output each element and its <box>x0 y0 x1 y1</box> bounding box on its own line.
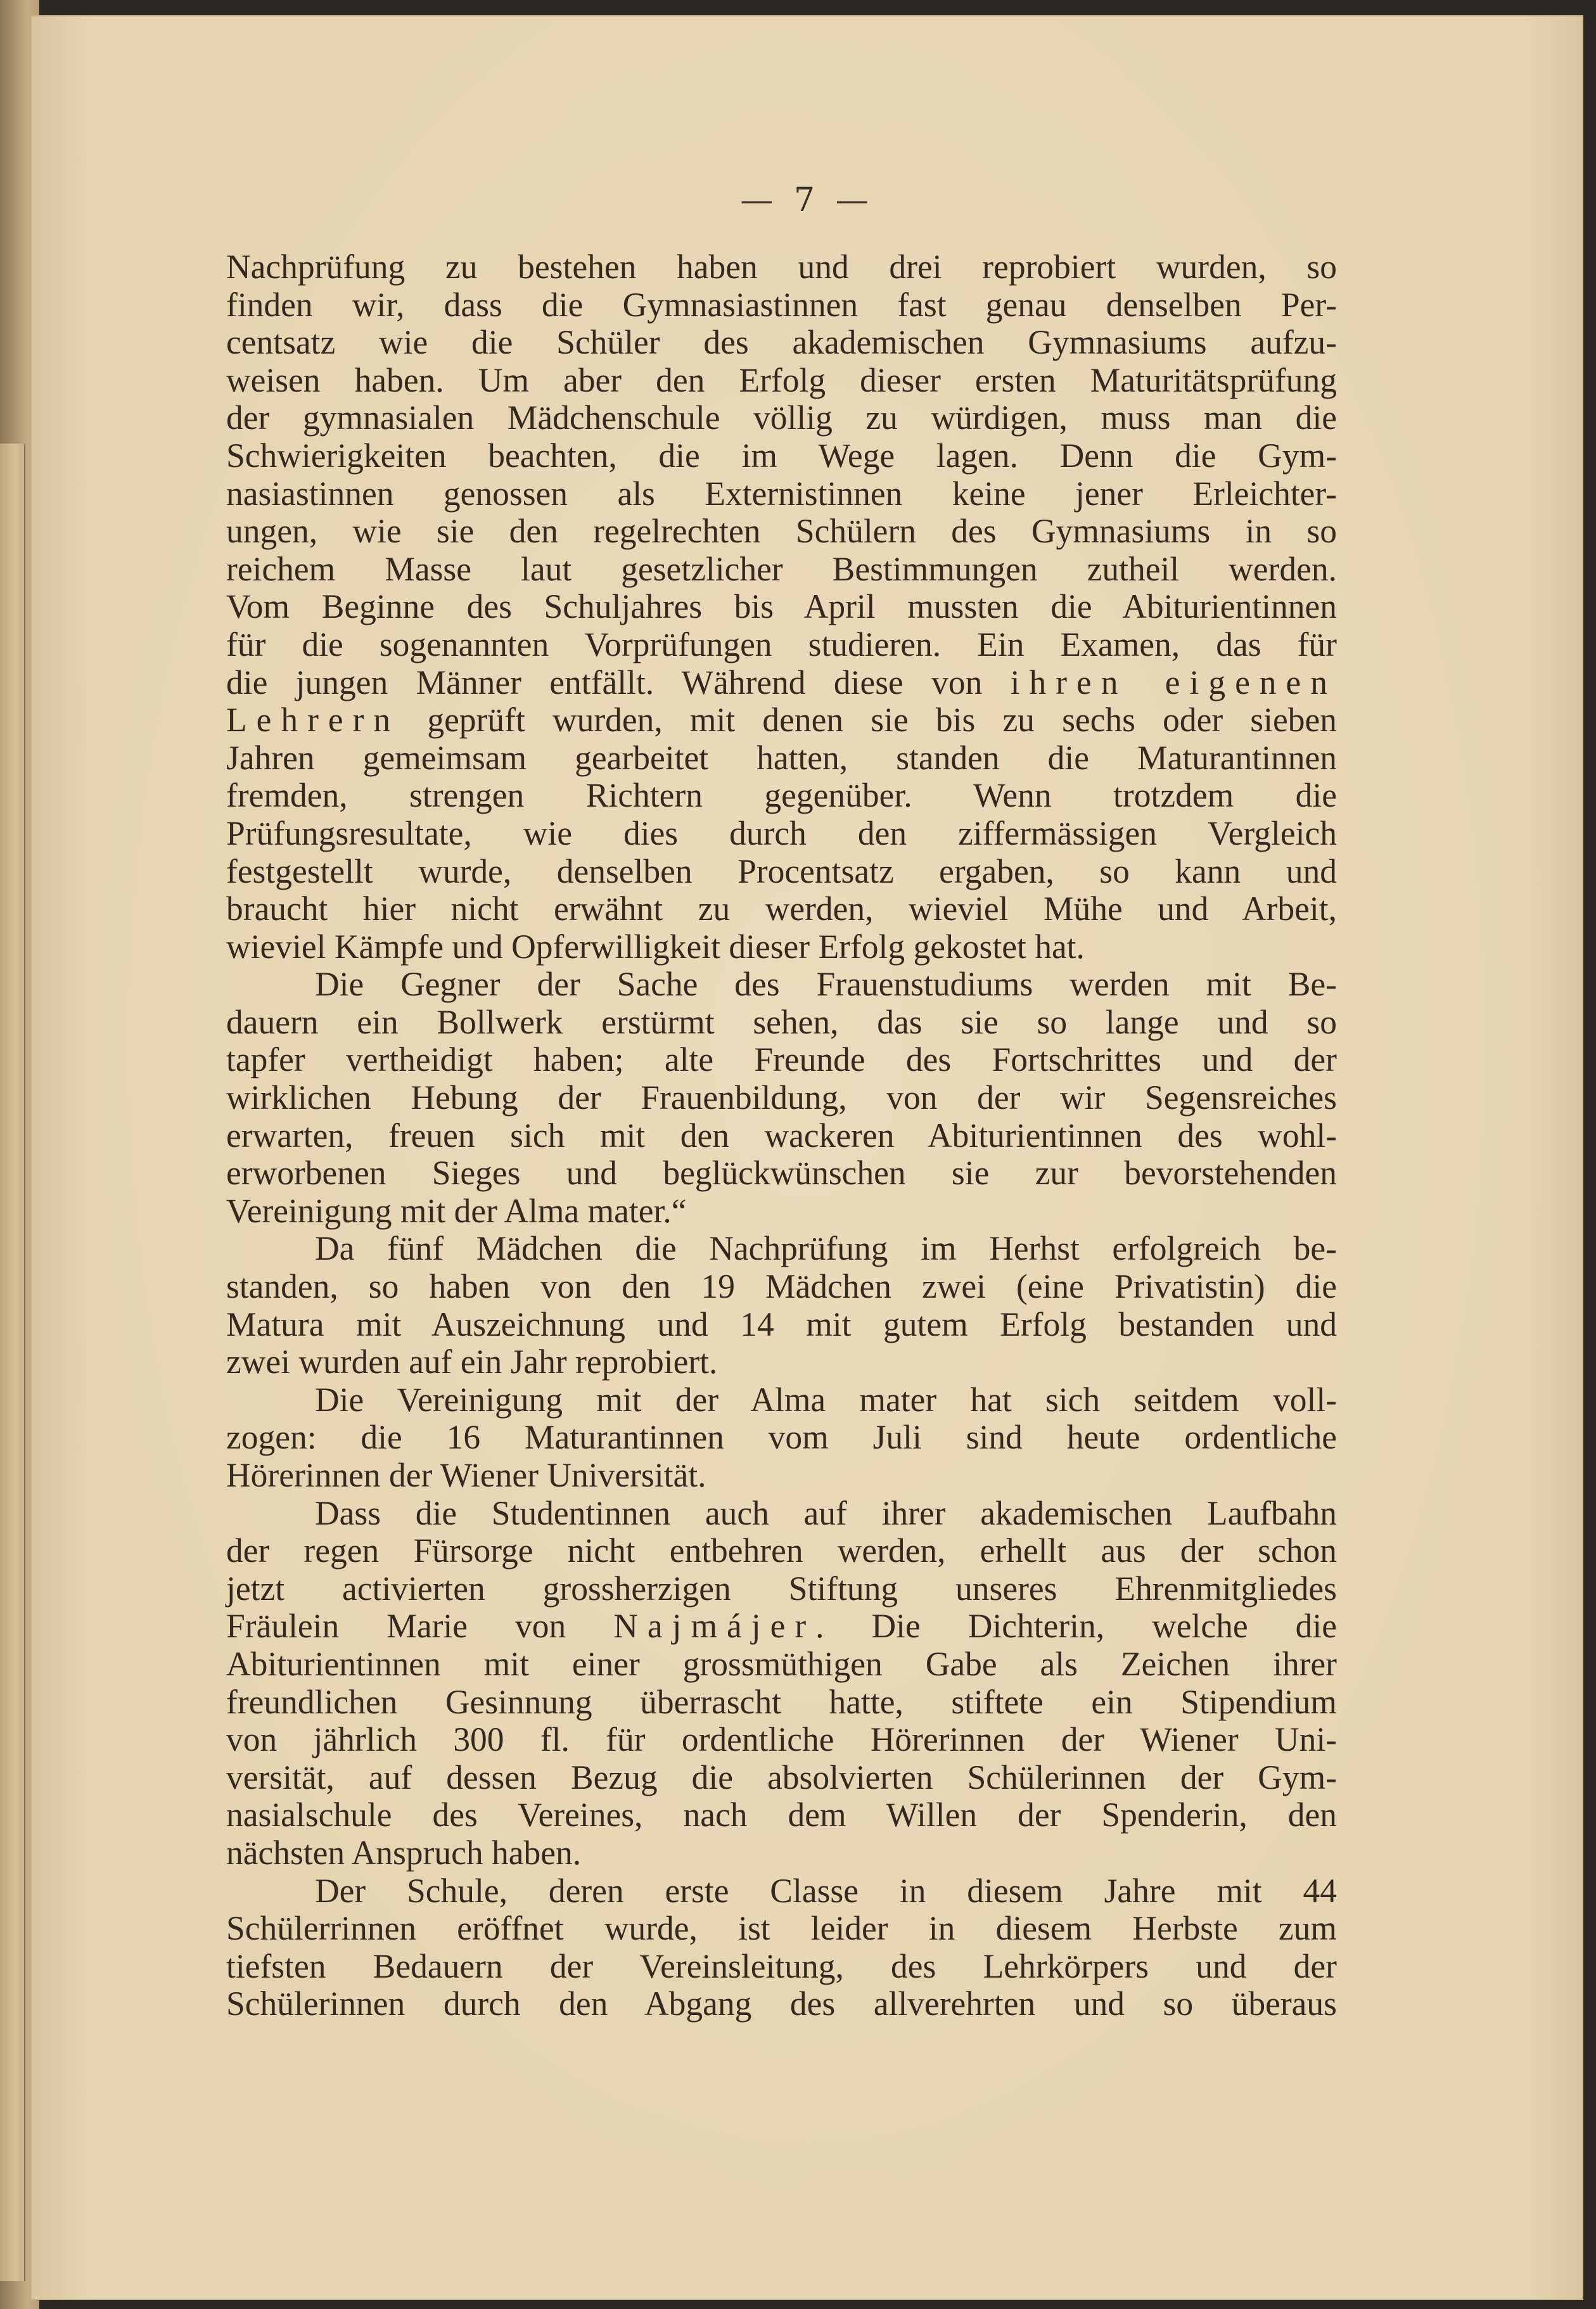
text-line <box>226 362 1337 400</box>
text-segment: Schwierigkeiten beachten, die im Wege lagen. Denn die Gym- <box>226 436 1337 475</box>
text-line <box>226 1230 1337 1268</box>
text-line <box>226 1268 1337 1306</box>
text-segment: erworbenen Sieges und beglückwünschen sie zur bevorstehenden <box>226 1154 1337 1193</box>
text-segment: Nachprüfung zu bestehen haben und drei reprobiert wurden, so <box>226 248 1337 286</box>
text-segment: versität, auf dessen Bezug die absolvierten Schülerinnen der Gym- <box>226 1758 1337 1796</box>
text-segment: fremden, strengen Richtern gegenüber. Wenn trotzdem die <box>226 776 1337 815</box>
text-segment: Da fünf Mädchen die Nachprüfung im Herhst erfolgreich be- <box>315 1229 1337 1268</box>
text-line <box>226 1419 1337 1457</box>
text-line <box>226 1457 1337 1495</box>
text-segment: Vom Beginne des Schuljahres bis April mussten die Abiturientinnen <box>226 587 1337 626</box>
text-segment: zwei wurden auf ein Jahr reprobiert. <box>226 1343 718 1381</box>
text-segment: ungen, wie sie den regelrechten Schülern des Gymnasiums in so <box>226 512 1337 551</box>
text-line <box>226 1608 1337 1646</box>
text-line <box>226 1004 1337 1042</box>
text-line <box>226 475 1337 513</box>
text-line <box>226 1646 1337 1684</box>
spaced-emphasis: ihren eigenen <box>1010 663 1337 701</box>
text-segment: Dass die Studentinnen auch auf ihrer akademischen Laufbahn <box>315 1493 1337 1532</box>
text-line <box>226 286 1337 324</box>
text-line <box>226 1872 1337 1910</box>
text-segment: Die Gegner der Sache des Frauenstudiums werden mit Be- <box>315 965 1337 1004</box>
text-line <box>226 1684 1337 1722</box>
text-line <box>226 815 1337 853</box>
text-segment: der regen Fürsorge nicht entbehren werden, erhellt aus der schon <box>226 1532 1337 1570</box>
text-line <box>226 664 1337 702</box>
text-line <box>226 777 1337 815</box>
text-line <box>226 588 1337 626</box>
text-segment: . Die Dichterin, welche die <box>815 1607 1337 1646</box>
text-line <box>226 1117 1337 1155</box>
text-segment: erwarten, freuen sich mit den wackeren Abiturientinnen des wohl- <box>226 1116 1337 1154</box>
text-line <box>226 324 1337 362</box>
text-segment: wieviel Kämpfe und Opferwilligkeit dieser Erfolg gekostet hat. <box>226 927 1085 966</box>
text-segment: Hörerinnen der Wiener Universität. <box>226 1456 706 1494</box>
text-segment: für die sogenannten Vorprüfungen studieren. Ein Examen, das für <box>226 625 1337 663</box>
text-segment: Schülerrinnen eröffnet wurde, ist leider in diesem Herbste zum <box>226 1909 1337 1948</box>
text-line <box>226 701 1337 739</box>
text-segment: Vereinigung mit der Alma mater.“ <box>226 1191 687 1230</box>
text-line <box>226 1759 1337 1797</box>
text-segment: nasiastinnen genossen als Externistinnen keine jener Erleichter- <box>226 474 1337 513</box>
text-segment: Die Vereinigung mit der Alma mater hat sich seitdem voll- <box>315 1380 1337 1419</box>
text-line <box>226 1721 1337 1759</box>
text-line <box>226 890 1337 928</box>
text-segment: zogen: die 16 Maturantinnen vom Juli sind heute ordentliche <box>226 1418 1337 1457</box>
text-segment: Fräulein Marie von <box>226 1607 614 1646</box>
text-segment: dauern ein Bollwerk erstürmt sehen, das sie so lange und so <box>226 1002 1337 1041</box>
text-segment: centsatz wie die Schüler des akademischen Gymnasiums aufzu- <box>226 323 1337 362</box>
text-segment: Der Schule, deren erste Classe in diesem Jahre mit 44 <box>315 1871 1337 1910</box>
text-line <box>226 1343 1337 1381</box>
text-segment: Matura mit Auszeichnung und 14 mit gutem Erfolg bestanden und <box>226 1305 1337 1343</box>
spaced-emphasis: Lehrern <box>226 701 400 739</box>
text-line <box>226 1796 1337 1834</box>
text-line <box>226 1570 1337 1608</box>
text-segment: Jahren gemeimsam gearbeitet hatten, standen die Maturantinnen <box>226 738 1337 777</box>
text-segment: tapfer vertheidigt haben; alte Freunde des Fortschrittes und der <box>226 1040 1337 1079</box>
text-segment: freundlichen Gesinnung überrascht hatte, stiftete ein Stipendium <box>226 1682 1337 1721</box>
text-line <box>226 437 1337 475</box>
text-segment: tiefsten Bedauern der Vereinsleitung, des Lehrkörpers und der <box>226 1947 1337 1985</box>
text-segment: Abiturientinnen mit einer grossmüthigen Gabe als Zeichen ihrer <box>226 1644 1337 1683</box>
text-line <box>226 551 1337 589</box>
spaced-emphasis: Najmájer <box>613 1607 816 1646</box>
text-segment: der gymnasialen Mädchenschule völlig zu würdigen, muss man die <box>226 399 1337 437</box>
text-line <box>226 1834 1337 1872</box>
text-segment: jetzt activierten grossherzigen Stiftung unseres Ehrenmitgliedes <box>226 1569 1337 1608</box>
text-segment: finden wir, dass die Gymnasiastinnen fast genau denselben Per- <box>226 285 1337 324</box>
text-line <box>226 1495 1337 1533</box>
text-segment: weisen haben. Um aber den Erfolg dieser ersten Maturitätsprüfung <box>226 361 1337 399</box>
text-line <box>226 626 1337 664</box>
text-line <box>226 248 1337 286</box>
text-segment: wirklichen Hebung der Frauenbildung, von der wir Segensreiches <box>226 1078 1337 1117</box>
text-line <box>226 1532 1337 1570</box>
text-segment: nasialschule des Vereines, nach dem Willen der Spenderin, den <box>226 1796 1337 1834</box>
text-segment: die jungen Männer entfällt. Während diese von <box>226 663 1011 701</box>
text-line <box>226 1306 1337 1344</box>
text-line <box>226 853 1337 891</box>
text-segment: reichem Masse laut gesetzlicher Bestimmungen zutheil werden. <box>226 549 1337 588</box>
text-line <box>226 739 1337 777</box>
text-line <box>226 928 1337 966</box>
binding-fold <box>0 444 25 2281</box>
text-segment: geprüft wurden, mit denen sie bis zu sechs oder sieben <box>400 701 1337 739</box>
text-line <box>226 1381 1337 1419</box>
text-line <box>226 513 1337 551</box>
text-line <box>226 966 1337 1004</box>
text-segment: standen, so haben von den 19 Mädchen zwei (eine Privatistin) die <box>226 1267 1337 1306</box>
page-number: — 7 — <box>740 181 874 219</box>
text-line <box>226 399 1337 437</box>
text-line <box>226 1985 1337 2023</box>
body-text <box>226 248 1337 2023</box>
text-line <box>226 1154 1337 1193</box>
text-segment: von jährlich 300 fl. für ordentliche Hörerinnen der Wiener Uni- <box>226 1720 1337 1759</box>
text-segment: braucht hier nicht erwähnt zu werden, wieviel Mühe und Arbeit, <box>226 890 1337 928</box>
text-segment: festgestellt wurde, denselben Procentsatz ergaben, so kann und <box>226 852 1337 890</box>
text-line <box>226 1948 1337 1986</box>
text-line <box>226 1193 1337 1231</box>
text-segment: Prüfungsresultate, wie dies durch den ziffermässigen Vergleich <box>226 814 1337 852</box>
text-segment: nächsten Anspruch haben. <box>226 1833 582 1872</box>
text-line <box>226 1041 1337 1079</box>
text-segment: Schülerinnen durch den Abgang des allverehrten und so überaus <box>226 1985 1337 2023</box>
text-line <box>226 1079 1337 1117</box>
text-line <box>226 1910 1337 1948</box>
